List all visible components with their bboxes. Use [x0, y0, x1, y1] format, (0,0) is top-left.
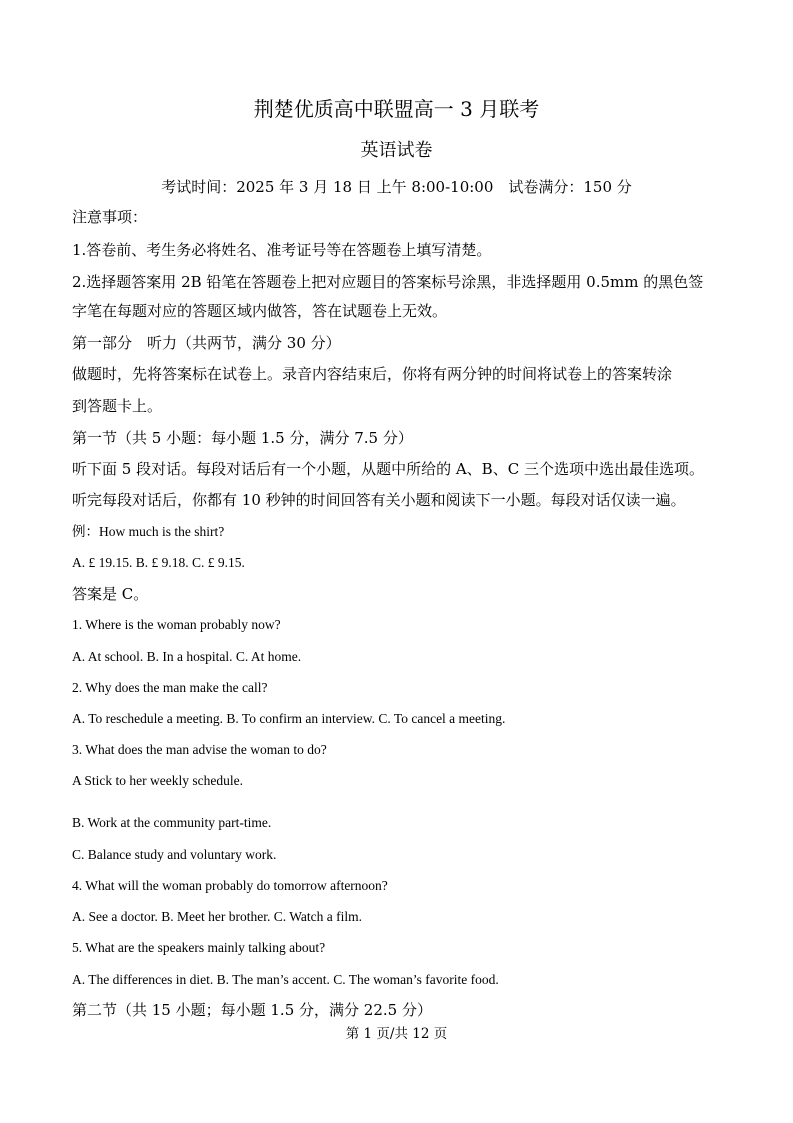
section1-instructions-line-2: 听完每段对话后，你都有 10 秒钟的时间回答有关小题和阅读下一小题。每段对话仅读一遍。 — [72, 491, 686, 509]
section2-heading: 第二节（共 15 小题；每小题 1.5 分，满分 22.5 分） — [72, 1001, 432, 1019]
exam-subtitle: 英语试卷 — [360, 140, 433, 161]
question-4-options: A. See a doctor. B. Meet her brother. C. Watch a film. — [72, 909, 362, 924]
part1-intro-line-1: 做题时，先将答案标在试卷上。录音内容结束后，你将有两分钟的时间将试卷上的答案转涂 — [72, 365, 673, 383]
question-3-option-a: A Stick to her weekly schedule. — [72, 773, 243, 788]
question-4: 4. What will the woman probably do tomorrow afternoon? — [72, 878, 388, 893]
question-2: 2. Why does the man make the call? — [72, 680, 268, 695]
example-options: A. £ 19.15. B. £ 9.18. C. £ 9.15. — [72, 555, 245, 570]
exam-info: 考试时间：2025 年 3 月 18 日 上午 8:00-10:00 试卷满分：150 分 — [161, 178, 632, 196]
page-number: 第 1 页/共 12 页 — [345, 1026, 448, 1042]
question-5-options: A. The differences in diet. B. The man’s accent. C. The woman’s favorite food. — [72, 972, 499, 987]
notes-item-2-line-2: 字笔在每题对应的答题区域内做答，答在试题卷上无效。 — [72, 302, 448, 320]
question-3-option-c: C. Balance study and voluntary work. — [72, 847, 277, 862]
question-5: 5. What are the speakers mainly talking about? — [72, 940, 326, 955]
example-question: 例：How much is the shirt? — [72, 524, 225, 539]
question-2-options: A. To reschedule a meeting. B. To confirm an interview. C. To cancel a meeting. — [72, 711, 506, 726]
part1-intro-line-2: 到答题卡上。 — [72, 397, 163, 415]
notes-item-1: 1.答卷前、考生务必将姓名、准考证号等在答题卷上填写清楚。 — [72, 241, 492, 259]
section1-instructions-line-1: 听下面 5 段对话。每段对话后有一个小题，从题中所给的 A、B、C 三个选项中选出最佳选项。 — [72, 460, 704, 478]
part1-heading: 第一部分 听力（共两节，满分 30 分） — [72, 334, 341, 352]
question-3: 3. What does the man advise the woman to do? — [72, 742, 327, 757]
question-1: 1. Where is the woman probably now? — [72, 617, 281, 632]
notes-item-2-line-1: 2.选择题答案用 2B 铅笔在答题卷上把对应题目的答案标号涂黑，非选择题用 0.5mm 的黑色签 — [72, 273, 704, 291]
question-1-options: A. At school. B. In a hospital. C. At home. — [72, 649, 302, 664]
notes-heading: 注意事项： — [72, 208, 148, 226]
example-answer: 答案是 C。 — [72, 585, 149, 603]
exam-title: 荆楚优质高中联盟高一 3 月联考 — [253, 97, 540, 121]
section1-heading: 第一节（共 5 小题：每小题 1.5 分，满分 7.5 分） — [72, 429, 413, 447]
question-3-option-b: B. Work at the community part-time. — [72, 815, 272, 830]
